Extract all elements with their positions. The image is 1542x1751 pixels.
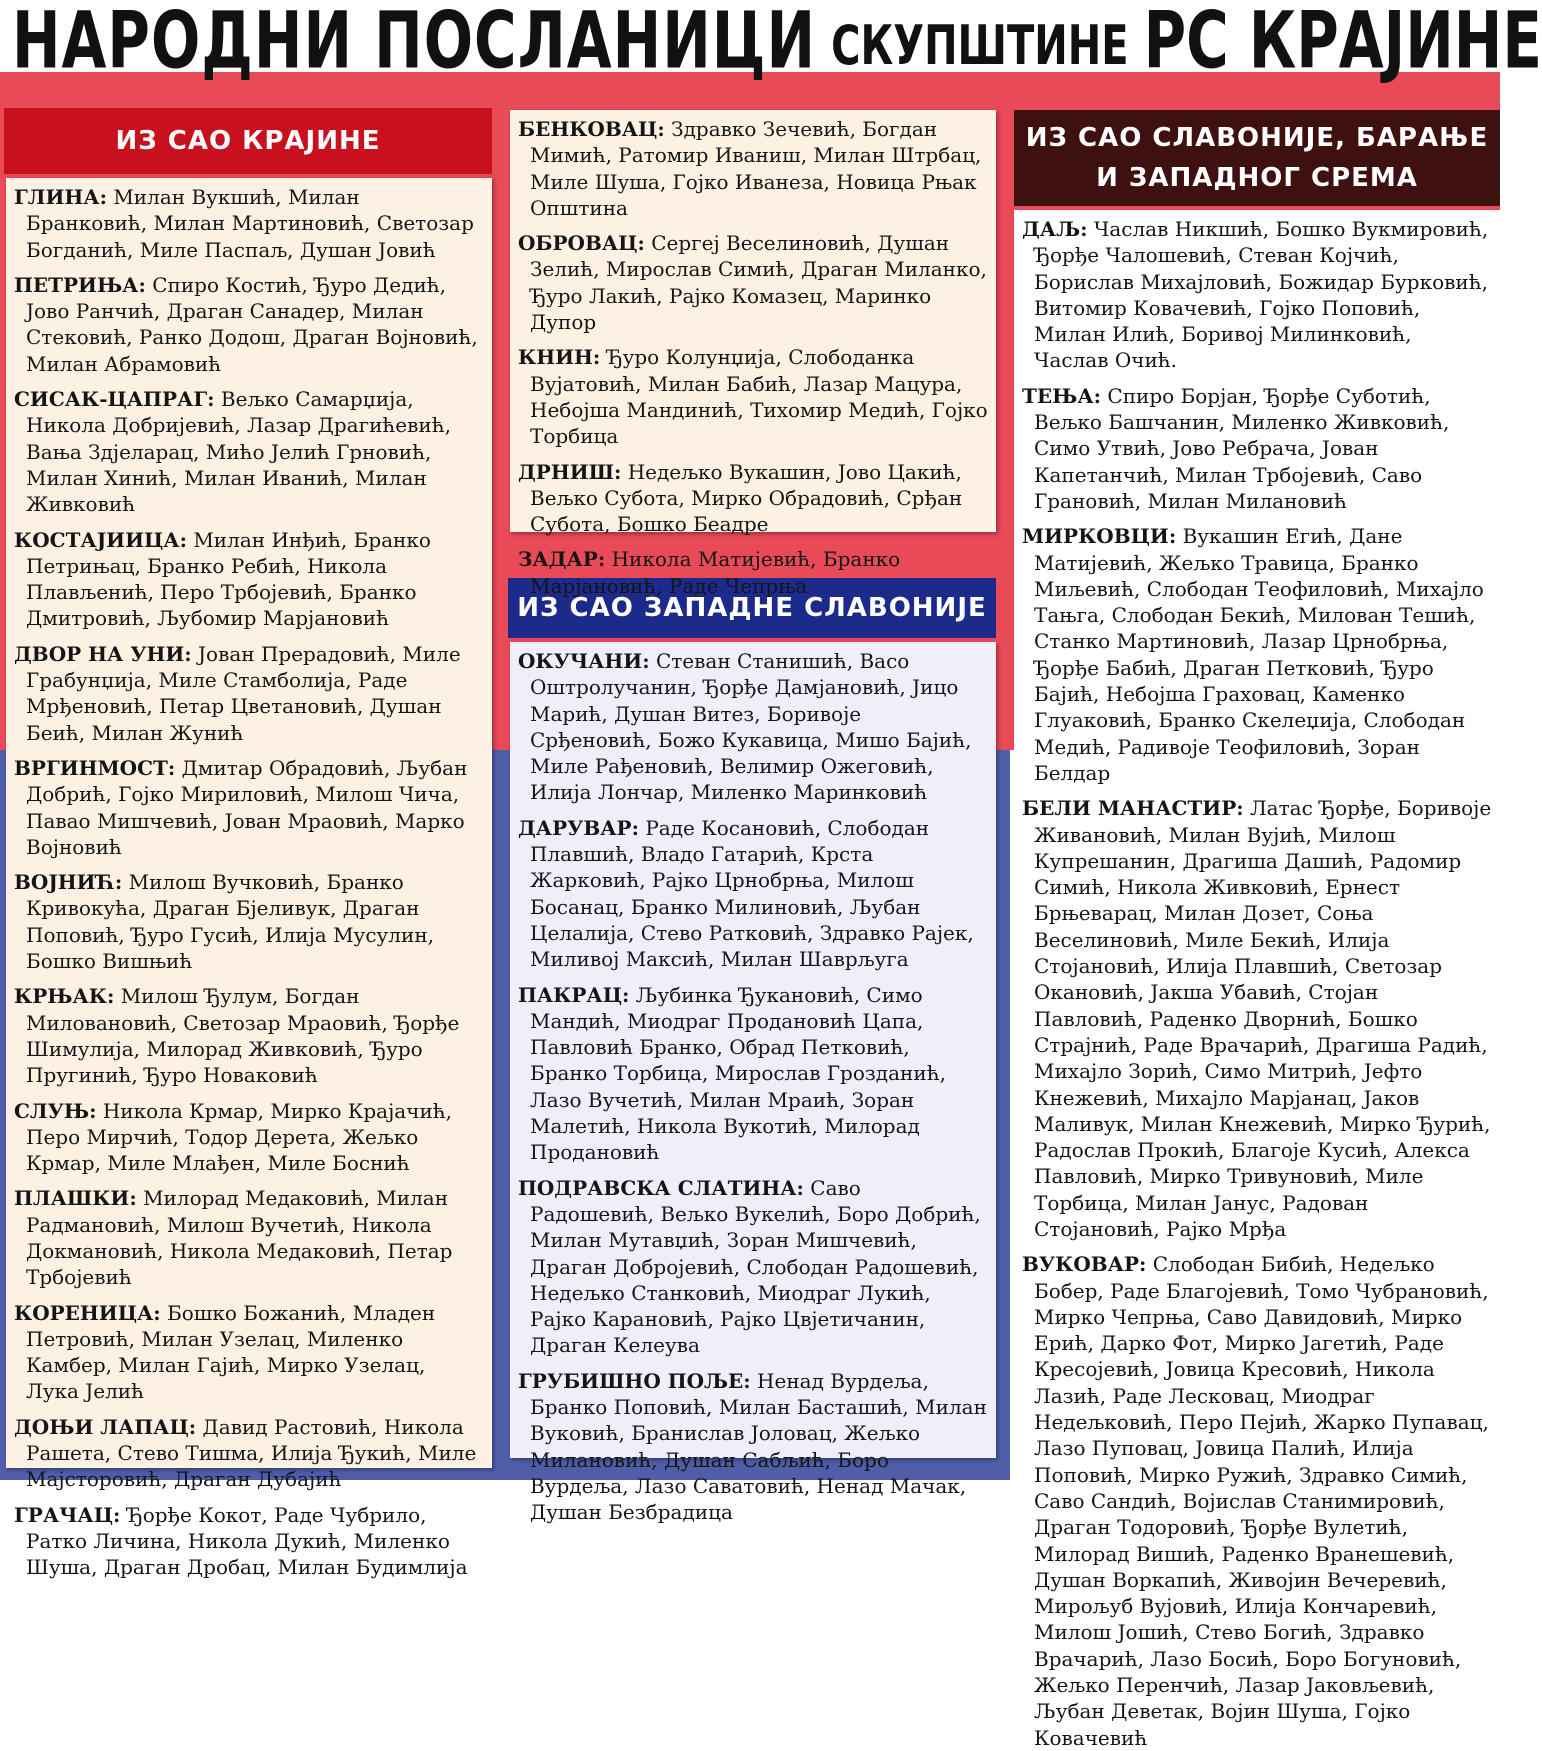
deputy-names: Ненад Вурдеља, Бранко Поповић, Милан Басташић, Милан Вуковић, Бранислав Јоловац, Жељко Милановић, Душан Сабљић, Боро Вурдеља, Лазо Саватовић, Ненад Мачак, Душан Безбрадица [530, 1368, 987, 1525]
municipality-name: КОРЕНИЦА: [14, 1300, 161, 1325]
municipality-name: ПЕТРИЊА: [14, 272, 146, 297]
municipality-name: ТЕЊА: [1022, 383, 1102, 408]
municipality-name: ГРУБИШНО ПОЉЕ: [518, 1368, 751, 1393]
municipality-name: ГРАЧАЦ: [14, 1502, 121, 1527]
deputy-names: Вељко Самарџија, Никола Добријевић, Лазар Драгићевић, Вања Здјеларац, Мићо Јелић Грновић, Милан Хинић, Милан Иванић, Милан Живковић [26, 387, 451, 517]
zapadna-slavonija-list [510, 642, 996, 1525]
municipality-entry [14, 1300, 484, 1405]
municipality-entry [518, 1368, 988, 1526]
deputy-names: Здравко Зечевић, Богдан Мимић, Ратомир Иваниш, Милан Штрбац, Миле Шуша, Гојко Иванеза, Новица Рњак Општина [530, 117, 982, 220]
municipality-name: МИРКОВЦИ: [1022, 524, 1177, 549]
municipality-name: ПАКРАЦ: [518, 982, 630, 1007]
municipality-name: ПОДРАВСКА СЛАТИНА: [518, 1175, 804, 1200]
municipality-entry [14, 869, 484, 974]
section-header-slavonija-baranja: ИЗ САО СЛАВОНИЈЕ, БАРАЊЕ И ЗАПАДНОГ СРЕМА [1014, 110, 1500, 206]
municipality-entry [518, 459, 988, 538]
municipality-name: ОБРОВАЦ: [518, 231, 645, 256]
deputy-names: Стеван Станишић, Васо Оштролучанин, Ђорђе Дамјановић, Јицо Марић, Душан Витез, Боривоје Срђеновић, Божо Кукавица, Мишо Бајић, Миле Рађеновић, Велимир Ожеговић, Илија Лончар, Миленко Маринковић [530, 649, 972, 805]
title-part-3: РС КРАЈИНЕ [1143, 0, 1542, 87]
deputy-names: Никола Матијевић, Бранко Марјановић, Раде Чепрња [530, 547, 901, 598]
municipality-name: ГЛИНА: [14, 185, 107, 209]
municipality-entry [518, 815, 988, 973]
municipality-name: ОКУЧАНИ: [518, 649, 650, 673]
municipality-entry [14, 184, 484, 263]
krajina-list-continued [510, 110, 996, 598]
municipality-entry [14, 1185, 484, 1290]
municipality-name: ДВОР НА УНИ: [14, 641, 192, 666]
municipality-name: ВРГИНМОСТ: [14, 755, 176, 780]
municipality-entry [518, 648, 988, 806]
municipality-name: ВОЈНИЋ: [14, 870, 123, 895]
municipality-name: БЕНКОВАЦ: [518, 117, 665, 141]
slavonija-baranja-list [1014, 210, 1500, 1750]
deputy-names: Спиро Костић, Ђуро Дедић, Јово Ранчић, Драган Санадер, Милан Стековић, Ранко Додош, Драган Војновић, Милан Абрамовић [26, 272, 478, 376]
municipality-entry [518, 546, 988, 599]
page-title [12, 0, 1542, 88]
deputy-names: Милош Вучковић, Бранко Кривокућа, Драган Бјеливук, Драган Поповић, Ђуро Гусић, Илија Мусулин, Бошко Вишњић [26, 870, 435, 974]
municipality-entry [1022, 216, 1492, 374]
municipality-entry [1022, 383, 1492, 514]
municipality-entry [14, 527, 484, 632]
deputy-names: Латас Ђорђе, Боривоје Живановић, Милан Вујић, Милош Купрешанин, Драгиша Дашић, Радомир Симић, Никола Живковић, Ернест Брњеварац, Милан Дозет, Соња Веселиновић, Миле Бекић, Илија Стојановић, Илија Плавшић, Светозар Окановић, Јакша Убавић, Стојан Павловић, Раденко Дворнић, Бошко Страјнић, Раде Врачарић, Драгиша Радић, Михајло Зорић, Симо Митрић, Јефто Кнежевић, Михајло Марјанац, Јаков Маливук, Милан Кнежевић, Мирко Ђурић, Радослав Прокић, Благоје Кусић, Алекса Павловић, Мирко Тривуновић, Миле Торбица, Милан Јанус, Радован Стојановић, Рајко Мрђа [1034, 796, 1492, 1241]
deputy-names: Слободан Бибић, Недељко Бобер, Раде Благојевић, Томо Чубрановић, Мирко Чепрња, Саво Давидовић, Мирко Ерић, Дарко Фот, Мирко Јагетић, Раде Кресојевић, Јовица Кресовић, Никола Лазић, Раде Лесковац, Миодраг Недељковић, Перо Пејић, Жарко Пупавац, Лазо Пуповац, Јовица Палић, Илија Поповић, Мирко Ружић, Здравко Симић, Саво Сандић, Војислав Станимировић, Драган Тодоровић, Ђорђе Вулетић, Милорад Вишић, Раденко Вранешевић, Душан Воркапић, Живојин Вечеревић, Мирољуб Вујовић, Илија Кончаревић, Милош Јошић, Стево Богић, Здравко Врачарић, Лазо Босић, Боро Богуновић, Жељко Перенчић, Лазар Јаковљевић, Љубан Деветак, Војин Шуша, Гојко Ковачевић [1034, 1252, 1489, 1750]
municipality-name: КОСТАЈИИЦА: [14, 527, 187, 552]
municipality-entry [14, 1502, 484, 1581]
deputy-names: Милан Инђић, Бранко Петрињац, Бранко Ребић, Никола Плављенић, Перо Трбојевић, Бранко Дмитровић, Љубомир Марјановић [26, 527, 431, 631]
municipality-name: ДАЉ: [1022, 217, 1088, 241]
municipality-name: СИСАК-ЦАПРАГ: [14, 387, 215, 412]
deputy-names: Спиро Борјан, Ђорђе Суботић, Вељко Башчанин, Миленко Живковић, Симо Утвић, Јово Ребрача, Јован Капетанчић, Милан Трбојевић, Саво Грановић, Милан Милановић [1034, 383, 1450, 513]
municipality-entry [14, 1414, 484, 1493]
municipality-name: ЗАДАР: [518, 547, 606, 572]
deputy-names: Никола Крмар, Мирко Крајачић, Перо Мирчић, Тодор Дерета, Жељко Крмар, Миле Млађен, Миле Боснић [26, 1098, 453, 1176]
municipality-entry [518, 982, 988, 1166]
municipality-entry [518, 230, 988, 335]
deputy-names: Љубинка Ђукановић, Симо Мандић, Миодраг Продановић Цапа, Павловић Бранко, Обрад Петковић, Бранко Торбица, Мирослав Грозданић, Лазо Вучетић, Милан Мраић, Зоран Малетић, Никола Вукотић, Милорад Продановић [530, 982, 946, 1165]
municipality-name: ДАРУВАР: [518, 815, 639, 840]
deputy-names: Ђуро Колунџија, Слободанка Вујатовић, Милан Бабић, Лазар Мацура, Небојша Мандинић, Тихомир Медић, Гојко Торбица [530, 345, 988, 449]
title-part-1: НАРОДНИ ПОСЛАНИЦИ [12, 0, 817, 87]
deputy-names: Дмитар Обрадовић, Љубан Добрић, Гојко Мириловић, Милош Чича, Павао Мишчевић, Јован Мраовић, Марко Војновић [26, 755, 468, 859]
deputy-names: Милан Вукшић, Милан Бранковић, Милан Мартиновић, Светозар Богданић, Миле Паспаљ, Душан Јовић [26, 185, 474, 262]
municipality-entry [518, 1175, 988, 1359]
title-part-2: СКУПШТИНЕ [831, 15, 1129, 78]
municipality-name: КРЊАК: [14, 984, 115, 1009]
deputy-names: Недељко Вукашин, Јово Цакић, Вељко Субота, Мирко Обрадовић, Срђан Субота, Бошко Беадре [530, 459, 963, 537]
municipality-entry [1022, 795, 1492, 1242]
deputy-names: Сергеј Веселиновић, Душан Зелић, Мирослав Симић, Драган Миланко, Ђуро Лакић, Рајко Комазец, Маринко Дупор [530, 231, 987, 335]
deputy-names: Саво Радошевић, Вељко Вукелић, Боро Добрић, Милан Мутавџић, Зоран Мишчевић, Драган Добројевић, Слободан Радошевић, Недељко Станковић, Миодраг Лукић, Рајко Карановић, Рајко Цвјетичанин, Драган Келеува [530, 1175, 981, 1358]
deputy-names: Раде Косановић, Слободан Плавшић, Владо Гатарић, Крста Жарковић, Рајко Црнобрња, Милош Босанац, Бранко Милиновић, Љубан Целалија, Стево Ратковић, Здравко Рајек, Миливој Максић, Милан Шаврљуга [530, 815, 974, 972]
municipality-name: ДРНИШ: [518, 459, 622, 484]
municipality-name: ДОЊИ ЛАПАЦ: [14, 1414, 197, 1439]
deputy-names: Јован Прерадовић, Миле Грабунџија, Миле Стамболија, Раде Мрђеновић, Петар Цветановић, Душан Беић, Милан Жунић [26, 641, 461, 745]
municipality-name: ПЛАШКИ: [14, 1186, 137, 1211]
municipality-entry [14, 272, 484, 377]
municipality-entry [14, 1098, 484, 1177]
deputy-names: Вукашин Егић, Дане Матијевић, Жељко Травица, Бранко Миљевић, Слободан Теофиловић, Михајло Тањга, Слободан Бекић, Милован Тешић, Станко Мартиновић, Лазар Црнобрња, Ђорђе Бабић, Драган Петковић, Ђуро Бајић, Небојша Граховац, Каменко Глуаковић, Бранко Скелеџија, Слободан Медић, Радивоје Теофиловић, Зоран Белдар [1034, 524, 1484, 785]
deputy-names: Часлав Никшић, Бошко Вукмировић, Ђорђе Чалошевић, Стеван Којчић, Борислав Михајловић, Божидар Бурковић, Витомир Ковачевић, Гојко Поповић, Милан Илић, Боривој Милинковић, Часлав Очић. [1034, 217, 1489, 373]
section-header-zapadna-slavonija: ИЗ САО ЗАПАДНЕ СЛАВОНИЈЕ [508, 578, 996, 638]
municipality-entry [14, 641, 484, 746]
deputy-names: Милорад Медаковић, Милан Радмановић, Милош Вучетић, Никола Докмановић, Никола Медаковић, Петар Трбојевић [26, 1186, 453, 1290]
deputy-names: Давид Растовић, Никола Рашета, Стево Тишма, Илија Ђукић, Миле Мајсторовић, Драган Дубајић [26, 1414, 477, 1492]
krajina-list [6, 178, 492, 1580]
deputy-names: Милош Ђулум, Богдан Миловановић, Светозар Мраовић, Ђорђе Шимулија, Милорад Живковић, Ђуро Пругинић, Ђуро Новаковић [26, 984, 460, 1088]
municipality-entry [14, 983, 484, 1088]
municipality-name: СЛУЊ: [14, 1098, 97, 1123]
municipality-entry [14, 755, 484, 860]
municipality-entry [518, 116, 988, 221]
municipality-name: КНИН: [518, 345, 601, 370]
municipality-name: ВУКОВАР: [1022, 1252, 1147, 1277]
municipality-entry [14, 386, 484, 517]
municipality-entry [1022, 1251, 1492, 1751]
municipality-entry [518, 344, 988, 449]
deputy-names: Ђорђе Кокот, Раде Чубрило, Ратко Личина, Никола Дукић, Миленко Шуша, Драган Дробац, Милан Будимлија [26, 1502, 468, 1580]
section-header-krajina: ИЗ САО КРАЈИНЕ [4, 108, 492, 174]
municipality-name: БЕЛИ МАНАСТИР: [1022, 796, 1244, 821]
deputy-names: Бошко Божанић, Младен Петровић, Милан Узелац, Миленко Камбер, Милан Гајић, Мирко Узелац, Лука Јелић [26, 1300, 436, 1404]
municipality-entry [1022, 523, 1492, 786]
